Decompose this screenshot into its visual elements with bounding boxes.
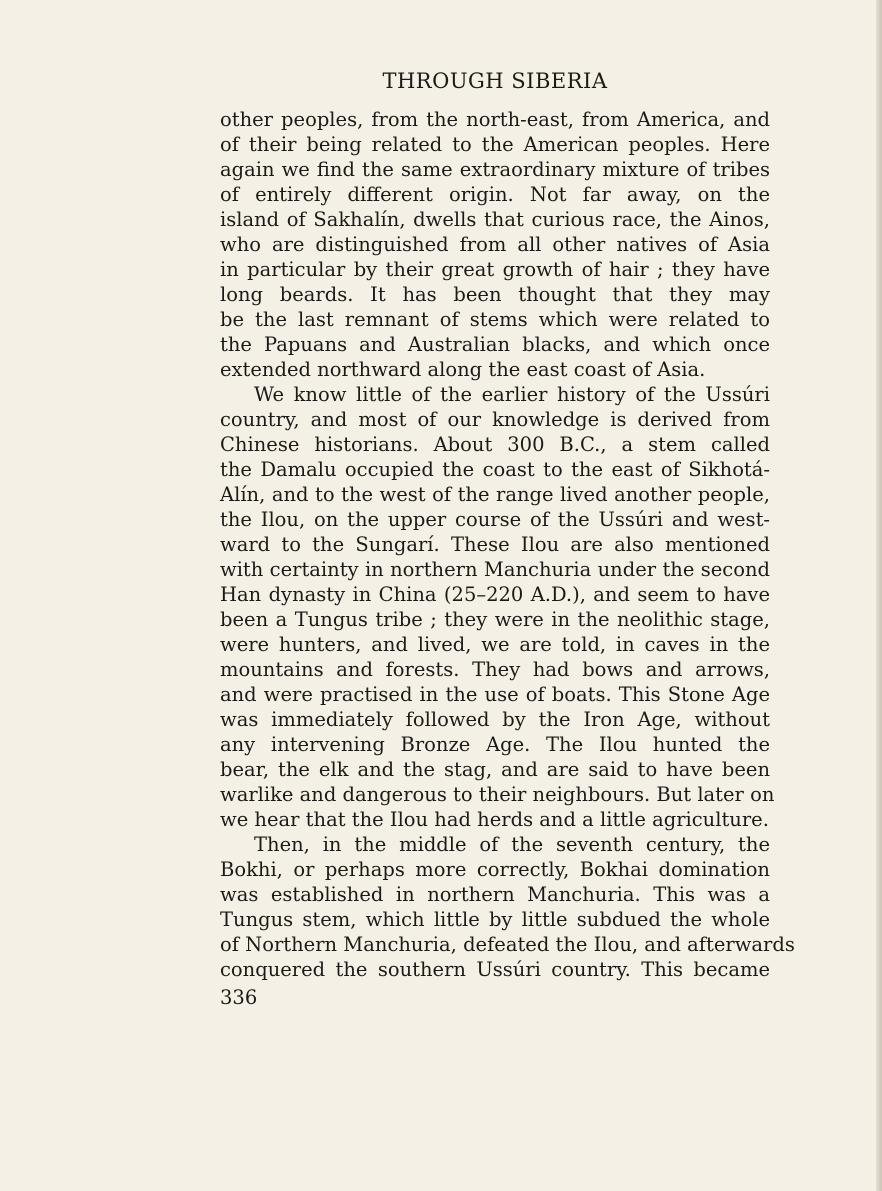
text-line: island of Sakhalín, dwells that curious race, the Ainos, [220,208,770,231]
text-line: Then, in the middle of the seventh century, the [254,833,770,856]
text-line: Bokhi, or perhaps more correctly, Bokhai domination [220,858,770,881]
text-line: Tungus stem, which little by little subdued the whole [220,908,770,931]
text-line: was immediately followed by the Iron Age, without [220,708,770,731]
text-line: of Northern Manchuria, defeated the Ilou, and afterwards [220,933,795,956]
text-line: of entirely different origin. Not far away, on the [220,183,770,206]
text-line: mountains and forests. They had bows and arrows, [220,658,770,681]
text-line: and were practised in the use of boats. This Stone Age [220,683,770,706]
text-line: Han dynasty in China (25–220 A.D.), and seem to have [220,583,770,606]
running-header: THROUGH SIBERIA [382,69,608,93]
text-line: bear, the elk and the stag, and are said to have been [220,758,770,781]
text-line: long beards. It has been thought that they may [220,283,770,306]
text-line: any intervening Bronze Age. The Ilou hunted the [220,733,770,756]
text-line: We know little of the earlier history of the Ussúri [254,383,770,406]
page-edge [876,0,882,1191]
text-line: was established in northern Manchuria. This was a [220,883,770,906]
text-line: the Damalu occupied the coast to the east of Sikhotá- [220,458,770,481]
text-line: in particular by their great growth of hair ; they have [220,258,770,281]
text-line: conquered the southern Ussúri country. This became [220,958,770,981]
page-number: 336 [220,986,258,1009]
text-line: again we find the same extraordinary mixture of tribes [220,158,770,181]
body-text [220,107,795,982]
text-line: ward to the Sungarí. These Ilou are also mentioned [220,533,770,556]
text-line: be the last remnant of stems which were related to [220,308,770,331]
text-line: Alín, and to the west of the range lived another people, [220,483,770,506]
text-line: we hear that the Ilou had herds and a little agriculture. [220,808,769,831]
text-line: who are distinguished from all other natives of Asia [220,233,770,256]
text-line: with certainty in northern Manchuria under the second [220,558,770,581]
text-line: warlike and dangerous to their neighbours. But later on [220,783,775,806]
text-line: been a Tungus tribe ; they were in the neolithic stage, [220,608,770,631]
text-line: were hunters, and lived, we are told, in caves in the [220,633,770,656]
text-line: extended northward along the east coast of Asia. [220,358,706,381]
text-line: the Papuans and Australian blacks, and which once [220,333,770,356]
text-line: the Ilou, on the upper course of the Ussúri and west- [220,508,770,531]
text-line: of their being related to the American peoples. Here [220,133,770,156]
text-line: other peoples, from the north-east, from America, and [220,108,770,131]
text-line: Chinese historians. About 300 B.C., a stem called [220,433,770,456]
text-line: country, and most of our knowledge is derived from [220,408,770,431]
